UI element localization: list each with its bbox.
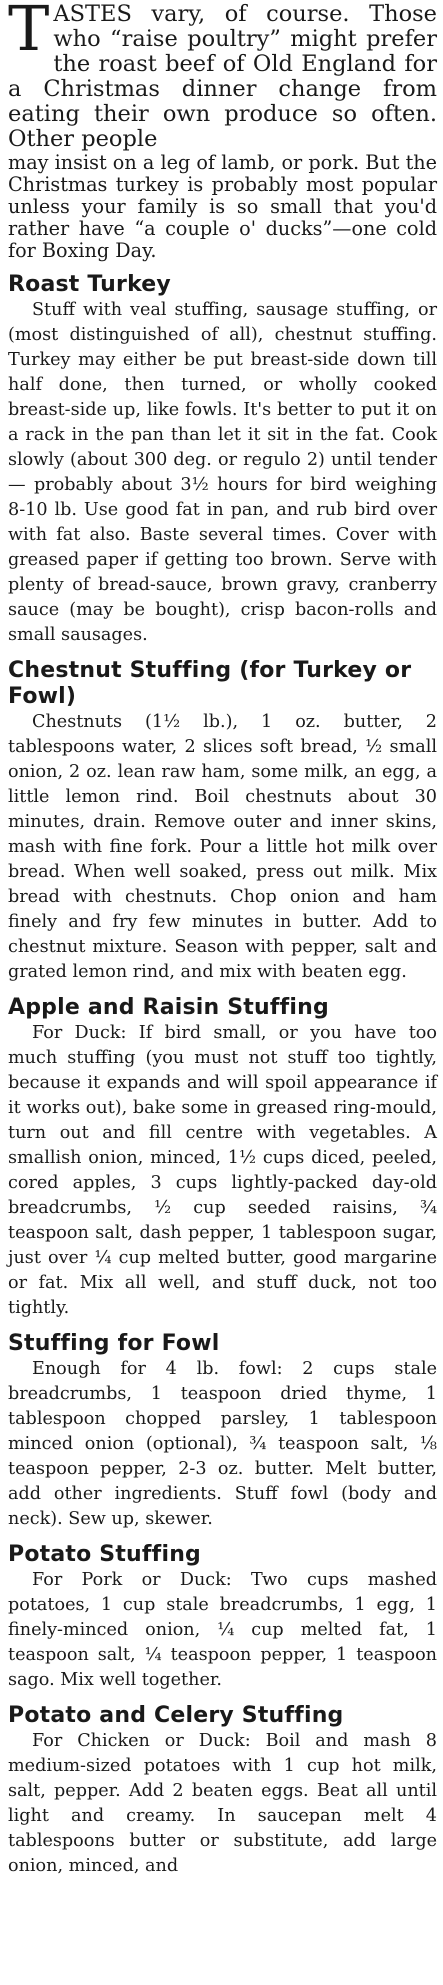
recipe-title: Chestnut Stuffing (for Turkey or Fowl) — [8, 658, 412, 709]
recipe-body: Stuff with veal stuffing, sausage stuffing, or (most distinguished of all), chestnut stuffing. Turkey may either be put breast-side down till half done, then turned, or wholly cooked breast-side up, like fowls. It's better to put it on a rack in the pan than let it sit in the fat. Cook slowly (about 300 deg. or regulo 2) until tender — probably about 3½ hours for bird weighing 8-10 lb. Use good fat in pan, and rub bird over with fat also. Baste several times. Cover with greased paper if getting too brown. Serve with plenty of bread-sauce, brown gravy, cranberry sauce (may be bought), crisp bacon-rolls and small sausages. — [8, 300, 437, 645]
recipe-chestnut-stuffing — [8, 658, 437, 985]
recipe-title: Potato and Celery Stuffing — [8, 1703, 344, 1728]
recipe-title: Potato Stuffing — [8, 1542, 202, 1567]
intro-paragraph — [8, 2, 437, 262]
recipe-body: For Pork or Duck: Two cups mashed potatoes, 1 cup stale breadcrumbs, 1 egg, 1 finely-minced onion, ¼ cup melted fat, 1 teaspoon salt, ¼ teaspoon pepper, 1 teaspoon sago. Mix well together. — [8, 1570, 437, 1690]
intro-body-text: may insist on a leg of lamb, or pork. But the Christmas turkey is probably most popular unless your family is so small that you'd rather have “a couple o' ducks”—one cold for Boxing Day. — [8, 151, 437, 262]
recipe-body: For Chicken or Duck: Boil and mash 8 medium-sized potatoes with 1 cup hot milk, salt, pepper. Add 2 beaten eggs. Beat all until light and creamy. In saucepan melt 4 tablespoons butter or substitute, add large onion, minced, and — [8, 1731, 437, 1876]
recipe-body: Enough for 4 lb. fowl: 2 cups stale breadcrumbs, 1 teaspoon dried thyme, 1 tablespoon chopped parsley, 1 tablespoon minced onion (optional), ¾ teaspoon salt, ⅛ teaspoon pepper, 2-3 oz. butter. Melt butter, add other ingredients. Stuff fowl (body and neck). Sew up, skewer. — [8, 1359, 437, 1529]
recipe-title: Roast Turkey — [8, 272, 171, 297]
recipe-title: Stuffing for Fowl — [8, 1331, 220, 1356]
recipe-body: For Duck: If bird small, or you have too much stuffing (you must not stuff too tightly, because it expands and will spoil appearance if it works out), bake some in greased ring-mould, turn out and fill centre with vegetables. A smallish onion, minced, 1½ cups diced, peeled, cored apples, 3 cups lightly-packed day-old breadcrumbs, ½ cup seeded raisins, ¾ teaspoon salt, dash pepper, 1 tablespoon sugar, just over ¼ cup melted butter, good margarine or fat. Mix all well, and stuff duck, not too tightly. — [8, 1023, 437, 1318]
recipe-potato-celery-stuffing — [8, 1703, 437, 1879]
recipe-potato-stuffing — [8, 1542, 437, 1693]
recipe-body: Chestnuts (1½ lb.), 1 oz. butter, 2 tablespoons water, 2 slices soft bread, ½ small onion, 2 oz. lean raw ham, some milk, an egg, a little lemon rind. Boil chestnuts about 30 minutes, drain. Remove outer and inner skins, mash with fine fork. Pour a little hot milk over bread. When well soaked, press out milk. Mix bread with chestnuts. Chop onion and ham finely and fry few minutes in butter. Add to chestnut mixture. Season with pepper, salt and grated lemon rind, and mix with beaten egg. — [8, 712, 437, 982]
recipe-roast-turkey — [8, 272, 437, 648]
recipe-title: Apple and Raisin Stuffing — [8, 995, 329, 1020]
intro-lead-text: ASTES vary, of course. Those who “raise poultry” might prefer the roast beef of Old England for a Christmas dinner change from eating their own produce so often. Other people — [8, 1, 437, 152]
recipe-stuffing-for-fowl — [8, 1331, 437, 1532]
recipe-apple-raisin-stuffing — [8, 995, 437, 1321]
drop-cap: T — [8, 0, 50, 65]
